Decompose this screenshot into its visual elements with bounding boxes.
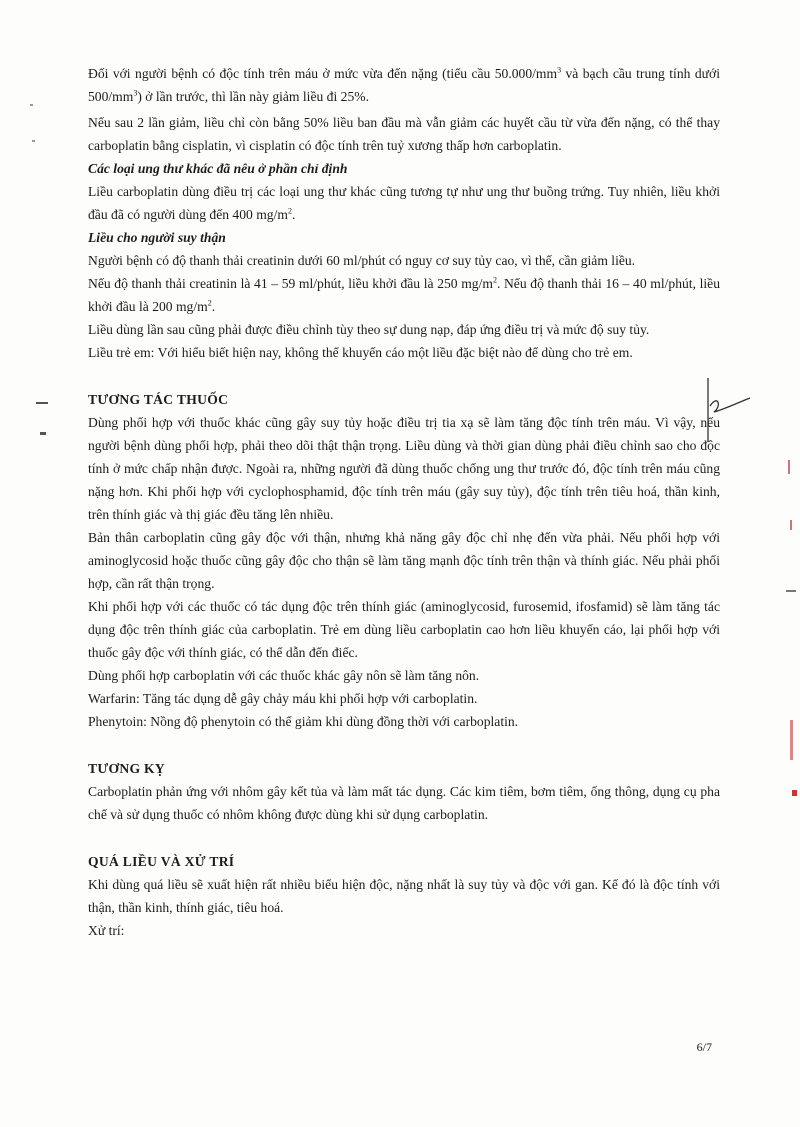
text-segment: Liều carboplatin dùng điều trị các loại ung thư khác cũng tương tự như ung thư buồng trứng. Tuy nhiên, liều khởi đầu đã có người dùng đến 400 mg/m: [88, 184, 720, 222]
handwritten-initial-mark: [700, 376, 760, 451]
interactions-paragraph-4: Dùng phối hợp carboplatin với các thuốc khác gây nôn sẽ làm tăng nôn.: [88, 668, 480, 683]
pediatric-dose-paragraph: Liều trẻ em: Với hiểu biết hiện nay, không thể khuyến cáo một liều đặc biệt nào để dùng cho trẻ em.: [88, 345, 633, 360]
overdose-title: QUÁ LIỀU VÀ XỬ TRÍ: [88, 854, 235, 869]
text-segment: Đối với người bệnh có độc tính trên máu ở mức vừa đến nặng (tiểu cầu 50.000/mm: [88, 66, 558, 81]
left-margin-dot: [30, 104, 33, 106]
left-margin-dot: [32, 140, 35, 142]
interactions-paragraph-2: Bản thân carboplatin cũng gây độc với thận, nhưng khả năng gây độc chỉ nhẹ đến vừa phải. Nếu phối hợp với aminoglycosid hoặc thuốc cũng gây độc cho thận sẽ làm tăng mạnh độc tính trên thận và thính giác. Nếu phải phối hợp, cần rất thận trọng.: [88, 530, 720, 591]
superscript: 2: [207, 298, 212, 308]
page-number: 6/7: [696, 1040, 712, 1054]
text-segment: và bạch cầu trung tính dưới 500/mm: [88, 66, 720, 104]
treatment-label: Xử trí:: [88, 923, 125, 938]
superscript: 3: [557, 65, 562, 75]
right-margin-mark: [788, 460, 790, 474]
interactions-paragraph-1: Dùng phối hợp với thuốc khác cũng gây suy tủy hoặc điều trị tia xạ sẽ làm tăng độc tính trên máu. Vì vậy, nếu người bệnh dùng phối hợp, phải theo dõi thật thận trọng. Liều dùng và thời gian dùng phải điều chỉnh sao cho độc tính ở mức chấp nhận được. Ngoài ra, những người đã dùng thuốc chống ung thư trước đó, độc tính trên máu cũng nặng hơn. Khi phối hợp với cyclophosphamid, độc tính trên máu (gây suy tủy), độc tính trên tiêu hoá, thần kinh, trên thính giác và thị giác đều tăng lên nhiều.: [88, 415, 720, 522]
superscript: 2: [492, 275, 497, 285]
incompatibility-paragraph: Carboplatin phản ứng với nhôm gây kết tủa và làm mất tác dụng. Các kim tiêm, bơm tiêm, ống thông, dụng cụ pha chế và sử dụng thuốc có nhôm không được dùng khi sử dụng carboplatin.: [88, 784, 720, 822]
text-segment: Nếu độ thanh thải creatinin là 41 – 59 ml/phút, liều khởi đầu là 250 mg/m: [88, 276, 493, 291]
incompatibility-title: TƯƠNG KỴ: [88, 761, 166, 776]
text-segment: .: [291, 207, 296, 222]
blood-toxicity-paragraph: [88, 62, 720, 108]
left-margin-mark: [40, 432, 46, 435]
renal-heading: Liều cho người suy thận: [88, 230, 226, 245]
renal-paragraph-3: Liều dùng lần sau cũng phải được điều chỉnh tùy theo sự dung nạp, đáp ứng điều trị và mức độ suy tủy.: [88, 322, 650, 337]
right-margin-mark: [786, 590, 796, 592]
left-margin-mark: [36, 402, 48, 404]
superscript: 2: [287, 206, 292, 216]
other-cancers-heading: Các loại ung thư khác đã nêu ở phần chỉ định: [88, 161, 348, 176]
renal-paragraph-2: [88, 272, 720, 318]
after-two-reductions-paragraph: Nếu sau 2 lần giảm, liều chỉ còn bằng 50% liều ban đầu mà vẫn giảm các huyết cầu từ vừa đến nặng, có thể thay carboplatin bằng cisplatin, vì cisplatin có độc tính trên tuỷ xương thấp hơn carboplatin.: [88, 115, 720, 153]
interactions-title: TƯƠNG TÁC THUỐC: [88, 392, 229, 407]
text-segment: .: [211, 299, 216, 314]
renal-paragraph-1: Người bệnh có độ thanh thải creatinin dưới 60 ml/phút có nguy cơ suy tủy cao, vì thế, cần giảm liều.: [88, 253, 636, 268]
overdose-paragraph: Khi dùng quá liều sẽ xuất hiện rất nhiều biểu hiện độc, nặng nhất là suy tủy và độc với gan. Kế đó là độc tính với thận, thần kinh, thính giác, tiêu hoá.: [88, 877, 720, 915]
other-cancers-paragraph: [88, 180, 720, 226]
right-margin-mark: [790, 520, 792, 530]
superscript: 3: [133, 88, 138, 98]
document-body: [88, 62, 720, 942]
interactions-paragraph-3: Khi phối hợp với các thuốc có tác dụng độc trên thính giác (aminoglycosid, furosemid, ifosfamid) sẽ làm tăng tác dụng độc trên thính giác của carboplatin. Trẻ em dùng liều carboplatin cao hơn liều khuyến cáo, lại phối hợp với thuốc gây độc với thính giác, có thể dẫn đến điếc.: [88, 599, 720, 660]
text-segment: ) ở lần trước, thì lần này giảm liều đi 25%.: [137, 89, 369, 104]
right-margin-mark: [792, 790, 797, 796]
text-segment: . Nếu độ thanh thải 16 – 40 ml/phút, liều khởi đầu là 200 mg/m: [88, 276, 720, 314]
right-margin-mark: [790, 720, 793, 760]
interactions-paragraph-5: Warfarin: Tăng tác dụng dễ gây chảy máu khi phối hợp với carboplatin.: [88, 691, 478, 706]
interactions-paragraph-6: Phenytoin: Nồng độ phenytoin có thể giảm khi dùng đồng thời với carboplatin.: [88, 714, 519, 729]
